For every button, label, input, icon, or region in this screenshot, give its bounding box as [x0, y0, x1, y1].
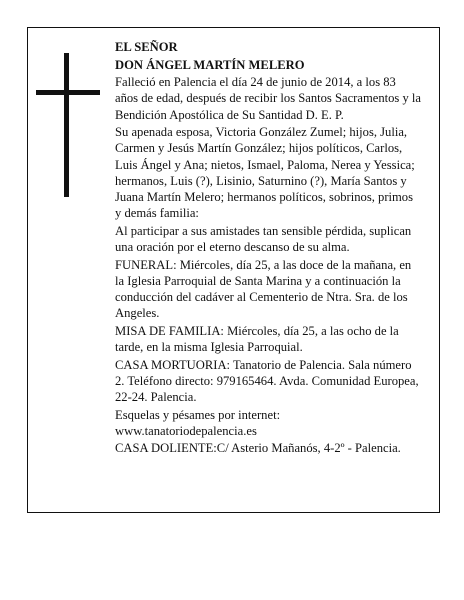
funeral-details: FUNERAL: Miércoles, día 25, a las doce de la mañana, en la Iglesia Parroquial de Santa Marina y a continuación la conducción del cadáver al Cementerio de Ntra. Sra. de los Angeles. — [115, 257, 412, 321]
title-line-2: DON ÁNGEL MARTÍN MELERO — [115, 57, 305, 72]
funeral-home-details: CASA MORTUORIA: Tanatorio de Palencia. Sala número 2. Teléfono directo: 979165464. Avda. Comunidad Europea, 22-24. Palencia. — [115, 357, 419, 404]
family-list: Su apenada esposa, Victoria González Zumel; hijos, Julia, Carmen y Jesús Martín González; hijos políticos, Carlos, Luis Ángel y Ana; nietos, Ismael, Paloma, Nerea y Yessica; hermanos, Luis (?), Lisinio, Saturnino (?), María Santos y Juana Martín Melero; hermanos políticos, sobrinos, primos y demás familia: — [115, 125, 415, 221]
online-condolences: Esquelas y pésames por internet: www.tanatoriodepalencia.es — [115, 407, 281, 438]
title-line-1: EL SEÑOR — [115, 40, 178, 54]
death-announcement: Falleció en Palencia el día 24 de junio de 2014, a los 83 años de edad, después de recibir los Santos Sacramentos y la Bendición Apostólica de Su Santidad D. E. P. — [115, 75, 422, 122]
family-home-address: CASA DOLIENTE:C/ Asterio Mañanós, 4-2º - Palencia. — [115, 441, 401, 456]
cross-icon — [36, 53, 100, 197]
obituary-text — [115, 39, 421, 458]
cross-horizontal-bar — [36, 90, 100, 95]
family-mass-details: MISA DE FAMILIA: Miércoles, día 25, a las ocho de la tarde, en la misma Iglesia Parroquial. — [115, 323, 399, 354]
prayer-request: Al participar a sus amistades tan sensible pérdida, suplican una oración por el eterno descanso de su alma. — [115, 223, 412, 254]
cross-vertical-bar — [64, 53, 69, 197]
